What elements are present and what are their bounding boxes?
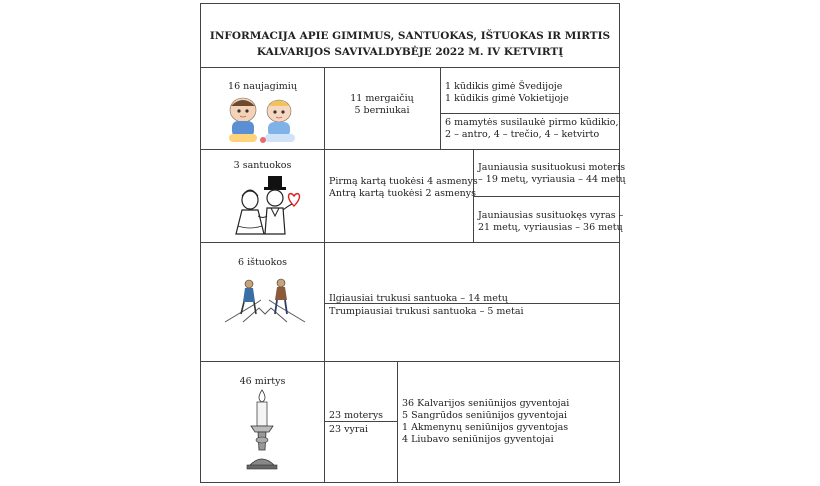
deaths-men: 23 vyrai [329,424,369,435]
wedding-couple-illustration [236,176,308,238]
deaths-ward-2: 5 Sangrūdos seniūnijos gyventojai [402,410,568,421]
document-title-line-2: KALVARIJOS SAVIVALDYBĖJE 2022 M. IV KETVIRTĮ [256,46,564,58]
col-divider [324,242,325,361]
divorce-couple-illustration [225,278,305,324]
marriages-heading: 3 santuokos [233,160,292,171]
row-divider [201,242,619,243]
births-girls: 11 mergaičių [350,93,414,104]
col-divider [440,67,441,149]
births-abroad-2: 1 kūdikis gimė Vokietijoje [445,93,569,104]
marriages-women-2: – 19 metų, vyriausia – 44 metų [478,174,626,185]
marriages-women-1: Jauniausia susituokusi moteris [478,162,626,173]
document-title-line-1: INFORMACIJA APIE GIMIMUS, SANTUOKAS, IŠTUOKAS IR MIRTIS [209,30,611,42]
deaths-ward-1: 36 Kalvarijos seniūnijos gyventojai [402,398,570,409]
cell-divider [440,113,619,114]
info-document [200,3,626,483]
candle-illustration [245,388,279,470]
births-heading: 16 naujagimių [228,81,297,92]
births-order-2: 2 – antro, 4 – trečio, 4 – ketvirto [445,129,600,140]
babies-illustration [223,96,301,144]
col-divider [397,361,398,482]
deaths-women: 23 moterys [329,410,384,421]
cell-divider [473,196,619,197]
marriages-men-2: 21 metų, vyriausias – 36 metų [478,222,623,233]
row-divider [201,149,619,150]
divorces-heading: 6 ištuokos [238,257,287,268]
marriages-second-time: Antrą kartą tuokėsi 2 asmenys [329,188,477,199]
divorces-shortest: Trumpiausiai trukusi santuoka – 5 metai [329,306,524,317]
deaths-ward-3: 1 Akmenynų seniūnijos gyventojas [402,422,569,433]
births-boys: 5 berniukai [354,105,410,116]
col-divider [324,149,325,242]
divorces-longest: Ilgiausiai trukusi santuoka – 14 metų [329,293,508,304]
births-order-1: 6 mamytės susilaukė pirmo kūdikio, [445,117,619,128]
marriages-men-1: Jauniausias susituokęs vyras – [478,210,624,221]
row-divider [201,361,619,362]
deaths-heading: 46 mirtys [239,376,286,387]
deaths-ward-4: 4 Liubavo seniūnijos gyventojai [402,434,554,445]
row-divider [201,67,619,68]
marriages-first-time: Pirmą kartą tuokėsi 4 asmenys [329,176,478,187]
births-abroad-1: 1 kūdikis gimė Švedijoje [445,81,563,92]
